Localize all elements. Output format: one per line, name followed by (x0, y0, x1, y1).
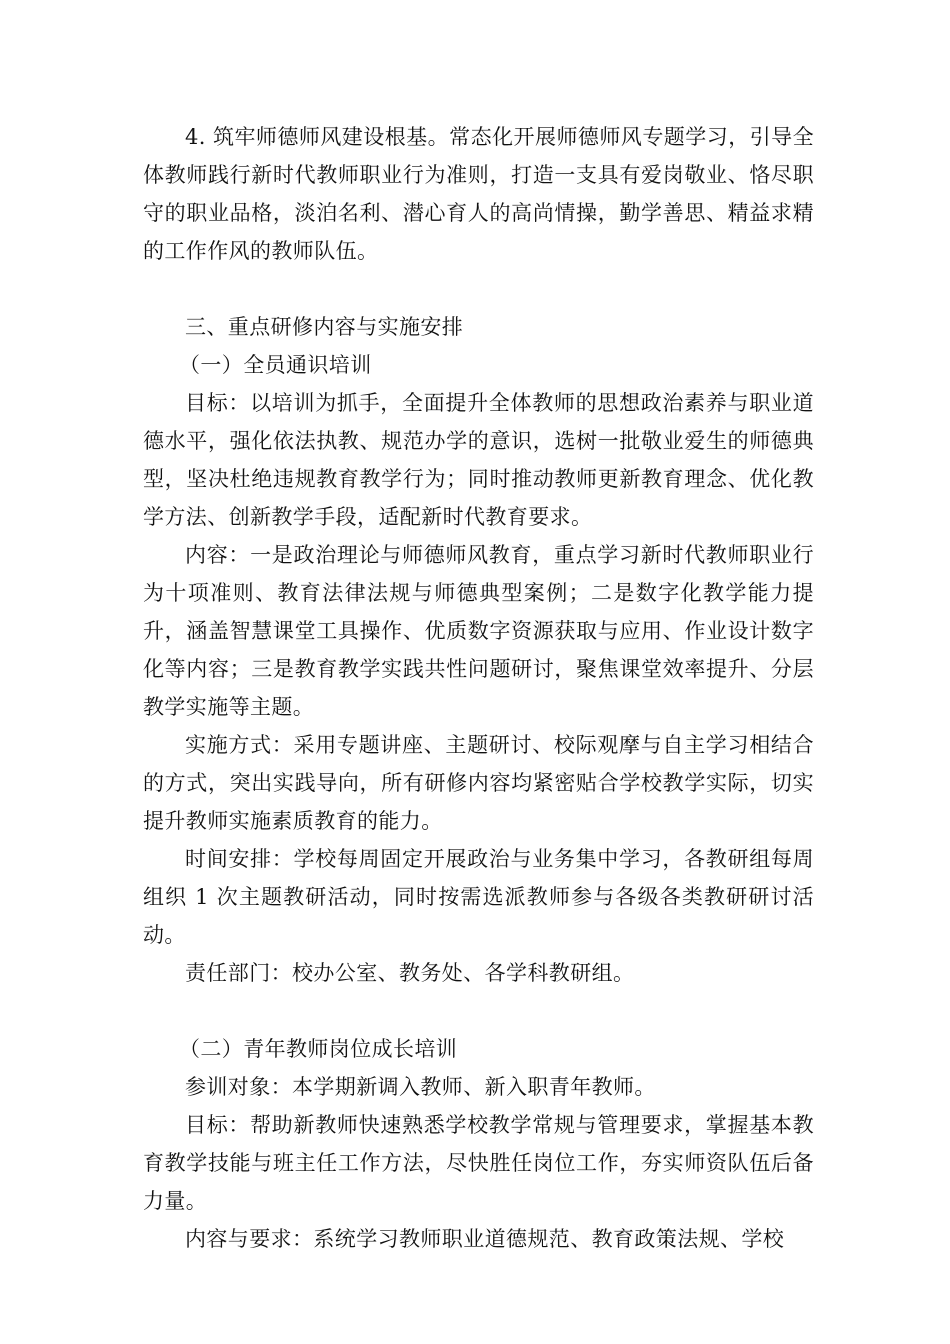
spacer (143, 992, 814, 1030)
section-heading: 三、重点研修内容与实施安排 (185, 315, 464, 339)
paragraph-content-1: 内容：一是政治理论与师德师风教育，重点学习新时代教师职业行为十项准则、教育法律法规与师德典型案例；二是数字化教学能力提升，涵盖智慧课堂工具操作、优质数字资源获取与应用、作业设计数字化等内容；三是教育教学实践共性问题研讨，聚焦课堂效率提升、分层教学实施等主题。 (143, 543, 814, 719)
paragraph-goal-1: 目标：以培训为抓手，全面提升全体教师的思想政治素养与职业道德水平，强化依法执教、规范办学的意识，选树一批敬业爱生的师德典型，坚决杜绝违规教育教学行为；同时推动教师更新教育理念、优化教学方法、创新教学手段，适配新时代教育要求。 (143, 391, 814, 529)
paragraph-content-2: 内容与要求：系统学习教师职业道德规范、教育政策法规、学校 (185, 1227, 785, 1251)
paragraph-teacher-ethics: 4. 筑牢师德师风建设根基。常态化开展师德师风专题学习，引导全体教师践行新时代教师职业行为准则，打造一支具有爱岗敬业、恪尽职守的职业品格，淡泊名利、潜心育人的高尚情操，勤学善思、精益求精的工作作风的教师队伍。 (143, 125, 814, 263)
paragraph-target-2: 参训对象：本学期新调入教师、新入职青年教师。 (185, 1075, 656, 1099)
top-margin (143, 0, 814, 118)
paragraph-goal-2: 目标：帮助新教师快速熟悉学校教学常规与管理要求，掌握基本教育教学技能与班主任工作方法，尽快胜任岗位工作，夯实师资队伍后备力量。 (143, 1113, 814, 1213)
paragraph-department-1: 责任部门：校办公室、教务处、各学科教研组。 (185, 961, 635, 985)
paragraph-schedule-1: 时间安排：学校每周固定开展政治与业务集中学习，各教研组每周组织 1 次主题教研活动，同时按需选派教师参与各级各类教研研讨活动。 (143, 847, 814, 947)
paragraph-method-1: 实施方式：采用专题讲座、主题研讨、校际观摩与自主学习相结合的方式，突出实践导向，所有研修内容均紧密贴合学校教学实际，切实提升教师实施素质教育的能力。 (143, 733, 814, 833)
subsection-heading-1: （一）全员通识培训 (179, 353, 372, 377)
subsection-heading-2: （二）青年教师岗位成长培训 (179, 1037, 458, 1061)
spacer (143, 270, 814, 308)
